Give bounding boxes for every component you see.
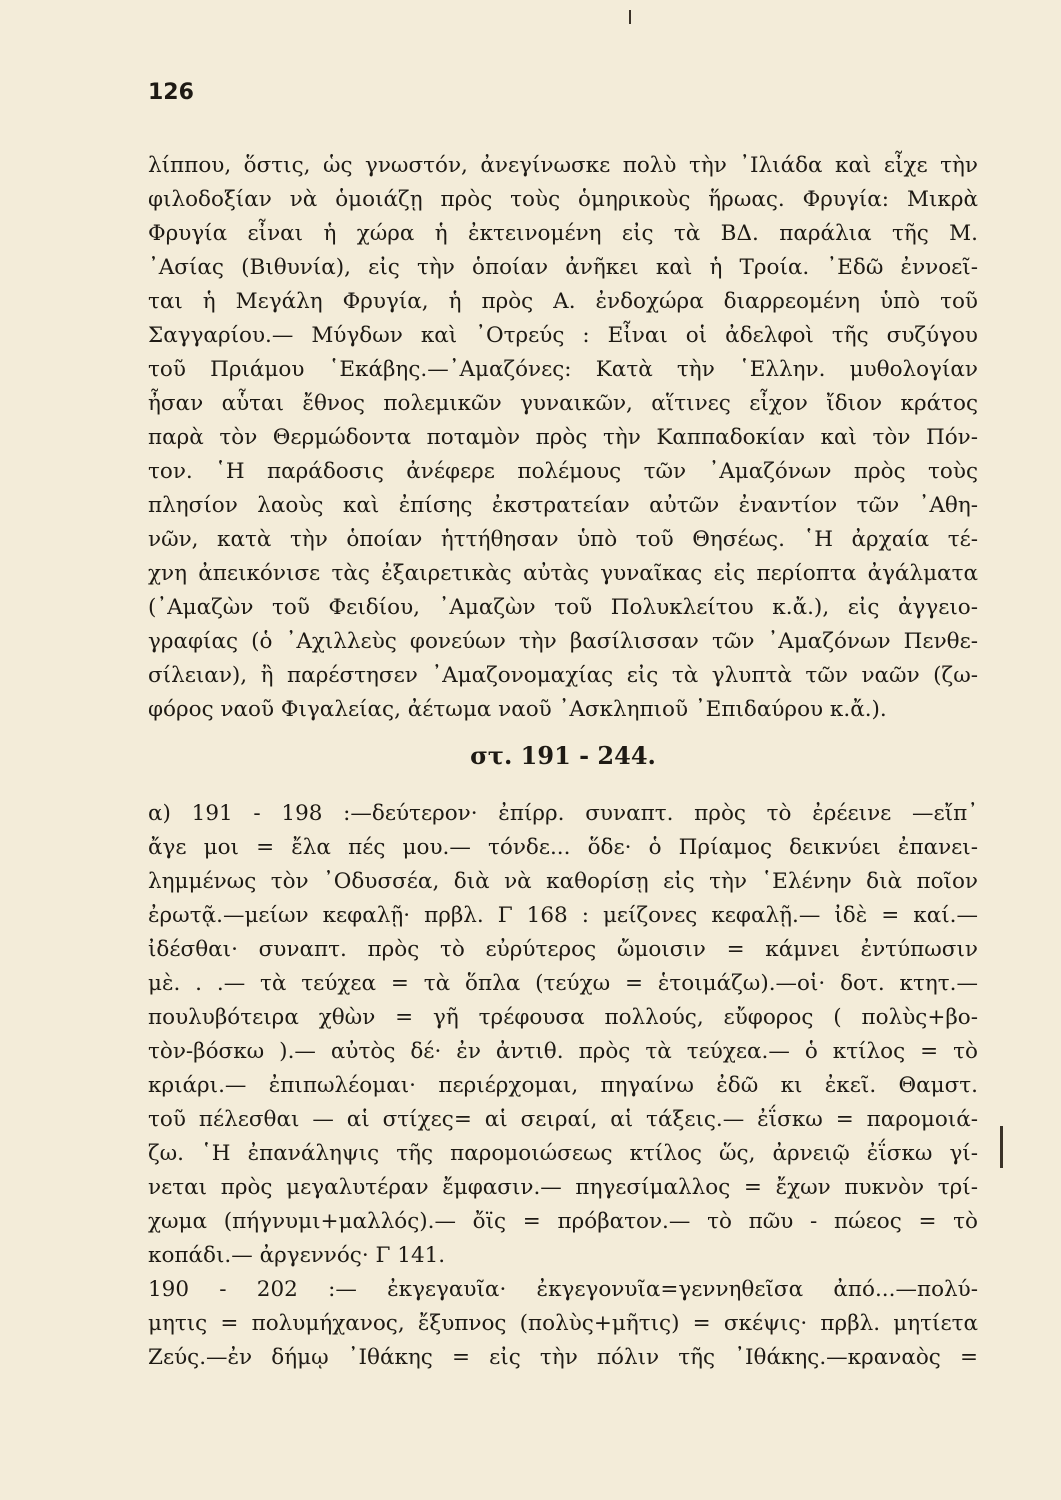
text-line: νῶν, κατὰ τὴν ὁποίαν ἡττήθησαν ὑπὸ τοῦ Θησέως. ῾Η ἀρχαία τέ- [148, 527, 978, 552]
text-line: τοῦ πέλεσθαι — αἱ στίχες= αἱ σειραί, αἱ τάξεις.— ἐΐσκω = παρομοιά- [148, 1107, 978, 1132]
text-line: νεται πρὸς μεγαλυτέραν ἔμφασιν.— πηγεσίμαλλος = ἔχων πυκνὸν τρί- [148, 1175, 978, 1200]
section-heading: στ. 191 - 244. [470, 741, 656, 770]
text-line: κοπάδι.— ἀργεννός· Γ 141. [148, 1243, 446, 1268]
text-line: μητις = πολυμήχανος, ἔξυπνος (πολὺς+μῆτις) = σκέψις· πρβλ. μητίετα [148, 1311, 978, 1336]
text-line: λίππου, ὅστις, ὡς γνωστόν, ἀνεγίνωσκε πολὺ τὴν ᾿Ιλιάδα καὶ εἶχε τὴν [148, 153, 978, 178]
text-line: Σαγγαρίου.— Μύγδων καὶ ᾿Οτρεύς : Εἶναι οἱ ἀδελφοὶ τῆς συζύγου [148, 323, 978, 348]
text-line: μὲ. . .— τὰ τεύχεα = τὰ ὅπλα (τεύχω = ἑτοιμάζω).—οἱ· δοτ. κτητ.— [148, 971, 978, 996]
text-line: γραφίας (ὁ ᾿Αχιλλεὺς φονεύων τὴν βασίλισσαν τῶν ᾿Αμαζόνων Πενθε- [148, 629, 978, 654]
text-line: α) 191 - 198 :—δεύτερον· ἐπίρρ. συναπτ. πρὸς τὸ ἐρέεινε —εἴπ᾿ [148, 801, 978, 826]
text-line: Ζεύς.—ἐν δήμῳ ᾿Ιθάκης = εἰς τὴν πόλιν τῆς ᾿Ιθάκης.—κραναὸς = [148, 1345, 978, 1370]
text-line: (᾿Αμαζὼν τοῦ Φειδίου, ᾿Αμαζὼν τοῦ Πολυκλείτου κ.ἄ.), εἰς ἀγγειο- [148, 595, 978, 620]
text-line: ἐρωτᾷ.—μείων κεφαλῇ· πρβλ. Γ 168 : μείζονες κεφαλῇ.— ἰδὲ = καί.— [148, 903, 978, 928]
text-line: λημμένως τὸν ᾿Οδυσσέα, διὰ νὰ καθορίσῃ εἰς τὴν ῾Ελένην διὰ ποῖον [148, 869, 978, 894]
text-line: φιλοδοξίαν νὰ ὁμοιάζῃ πρὸς τοὺς ὁμηρικοὺς ἥρωας. Φρυγία: Μικρὰ [148, 187, 978, 212]
text-line: φόρος ναοῦ Φιγαλείας, ἀέτωμα ναοῦ ᾿Ασκληπιοῦ ᾿Επιδαύρου κ.ἄ.). [148, 697, 887, 722]
text-line: τοῦ Πριάμου ῾Εκάβης.—᾿Αμαζόνες: Κατὰ τὴν ῾Ελλην. μυθολογίαν [148, 357, 978, 382]
text-line: ζω. ῾Η ἐπανάληψις τῆς παρομοιώσεως κτίλος ὥς, ἀρνειῷ ἐΐσκω γί- [148, 1141, 978, 1166]
scan-mark [629, 10, 631, 24]
text-line: ᾿Ασίας (Βιθυνία), εἰς τὴν ὁποίαν ἀνῆκει καὶ ἡ Τροία. ᾿Εδῶ ἐννοεῖ- [148, 255, 978, 280]
text-line: τὸν-βόσκω ).— αὐτὸς δέ· ἐν ἀντιθ. πρὸς τὰ τεύχεα.— ὁ κτίλος = τὸ [148, 1039, 978, 1064]
text-line: ἄγε μοι = ἔλα πές μου.— τόνδε... ὅδε· ὁ Πρίαμος δεικνύει ἐπανει- [148, 835, 978, 860]
page-number: 126 [148, 80, 194, 105]
text-line: ται ἡ Μεγάλη Φρυγία, ἡ πρὸς Α. ἐνδοχώρα διαρρεομένη ὑπὸ τοῦ [148, 289, 978, 314]
text-line: ἦσαν αὗται ἔθνος πολεμικῶν γυναικῶν, αἵτινες εἶχον ἴδιον κράτος [148, 391, 978, 416]
text-line: 190 - 202 :— ἐκγεγαυῖα· ἐκγεγονυῖα=γεννηθεῖσα ἀπό...—πολύ- [148, 1277, 978, 1302]
margin-mark [1000, 1126, 1003, 1168]
text-line: κριάρι.— ἐπιπωλέομαι· περιέρχομαι, πηγαίνω ἐδῶ κι ἐκεῖ. Θαμστ. [148, 1073, 978, 1098]
text-line: Φρυγία εἶναι ἡ χώρα ἡ ἐκτεινομένη εἰς τὰ ΒΔ. παράλια τῆς Μ. [148, 221, 978, 246]
text-line: παρὰ τὸν Θερμώδοντα ποταμὸν πρὸς τὴν Καππαδοκίαν καὶ τὸν Πόν- [148, 425, 978, 450]
text-line: ἰδέσθαι· συναπτ. πρὸς τὸ εὐρύτερος ὤμοισιν = κάμνει ἐντύπωσιν [148, 937, 978, 962]
text-line: πλησίον λαοὺς καὶ ἐπίσης ἐκστρατείαν αὐτῶν ἐναντίον τῶν ᾿Αθη- [148, 493, 978, 518]
text-line: χνη ἀπεικόνισε τὰς ἐξαιρετικὰς αὐτὰς γυναῖκας εἰς περίοπτα ἀγάλματα [148, 561, 978, 586]
text-line: τον. ῾Η παράδοσις ἀνέφερε πολέμους τῶν ᾿Αμαζόνων πρὸς τοὺς [148, 459, 978, 484]
text-line: χωμα (πήγνυμι+μαλλός).— ὄϊς = πρόβατον.— τὸ πῶυ - πώεος = τὸ [148, 1209, 978, 1234]
text-line: σίλειαν), ἢ παρέστησεν ᾿Αμαζονομαχίας εἰς τὰ γλυπτὰ τῶν ναῶν (ζω- [148, 663, 978, 688]
text-line: πουλυβότειρα χθὼν = γῆ τρέφουσα πολλούς, εὔφορος ( πολὺς+βο- [148, 1005, 978, 1030]
